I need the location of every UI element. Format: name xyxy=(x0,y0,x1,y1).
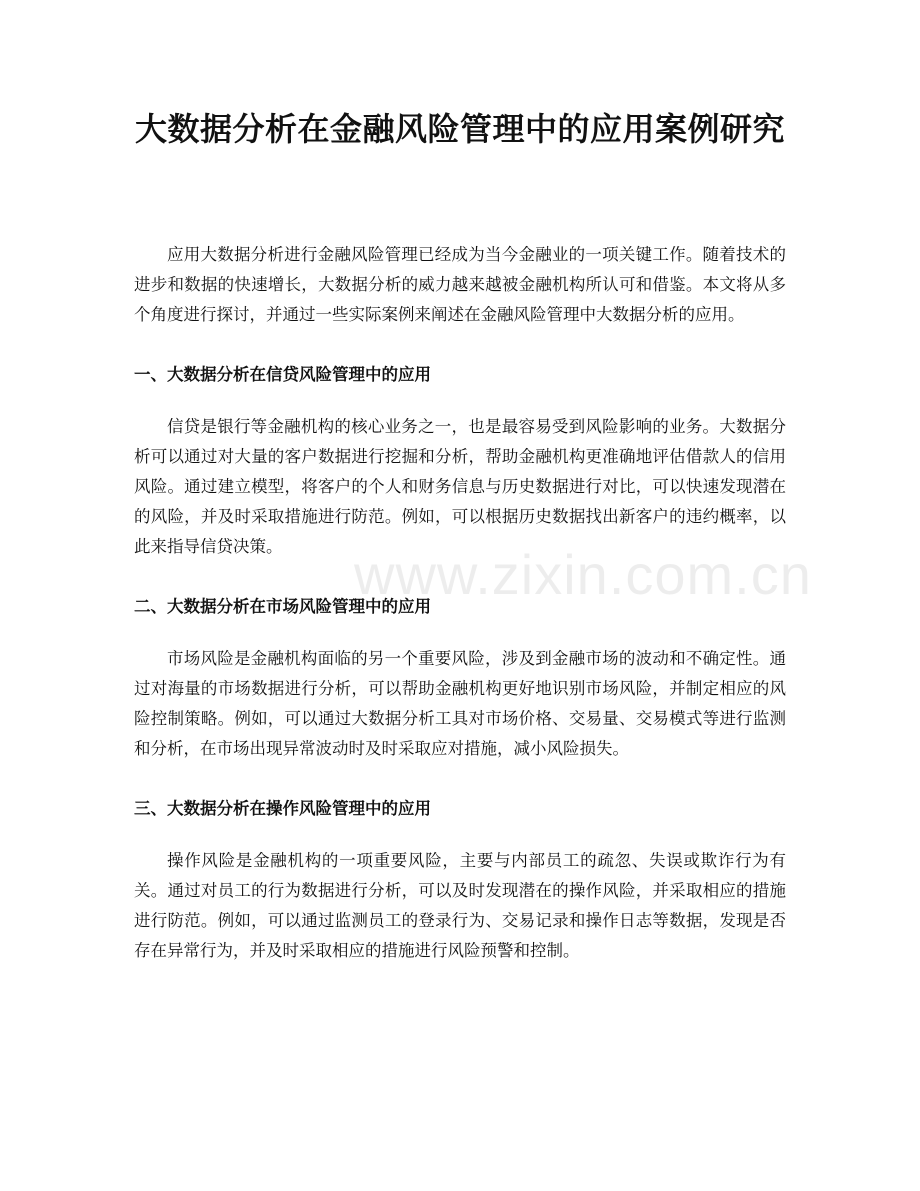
section-1-body: 信贷是银行等金融机构的核心业务之一，也是最容易受到风险影响的业务。大数据分析可以通过对大量的客户数据进行挖掘和分析，帮助金融机构更准确地评估借款人的信用风险。通过建立模型，将客户的个人和财务信息与历史数据进行对比，可以快速发现潜在的风险，并及时采取措施进行防范。例如，可以根据历史数据找出新客户的违约概率，以此来指导信贷决策。 xyxy=(134,417,786,556)
section-2-body: 市场风险是金融机构面临的另一个重要风险，涉及到金融市场的波动和不确定性。通过对海量的市场数据进行分析，可以帮助金融机构更好地识别市场风险，并制定相应的风险控制策略。例如，可以通过大数据分析工具对市场价格、交易量、交易模式等进行监测和分析，在市场出现异常波动时及时采取应对措施，减小风险损失。 xyxy=(134,649,786,758)
section-3-body: 操作风险是金融机构的一项重要风险，主要与内部员工的疏忽、失误或欺诈行为有关。通过对员工的行为数据进行分析，可以及时发现潜在的操作风险，并采取相应的措施进行防范。例如，可以通过监测员工的登录行为、交易记录和操作日志等数据，发现是否存在异常行为，并及时采取相应的措施进行风险预警和控制。 xyxy=(134,851,786,960)
intro-paragraph: 应用大数据分析进行金融风险管理已经成为当今金融业的一项关键工作。随着技术的进步和数据的快速增长，大数据分析的威力越来越被金融机构所认可和借鉴。本文将从多个角度进行探讨，并通过一些实际案例来阐述在金融风险管理中大数据分析的应用。 xyxy=(134,245,786,324)
section-3-heading: 三、大数据分析在操作风险管理中的应用 xyxy=(134,799,431,818)
document-body xyxy=(134,240,786,966)
document-title: 大数据分析在金融风险管理中的应用案例研究 xyxy=(134,110,785,148)
watermark: www.zixin.com.cn xyxy=(354,543,812,606)
section-2-heading: 二、大数据分析在市场风险管理中的应用 xyxy=(134,597,431,616)
section-1-heading: 一、大数据分析在信贷风险管理中的应用 xyxy=(134,365,431,384)
